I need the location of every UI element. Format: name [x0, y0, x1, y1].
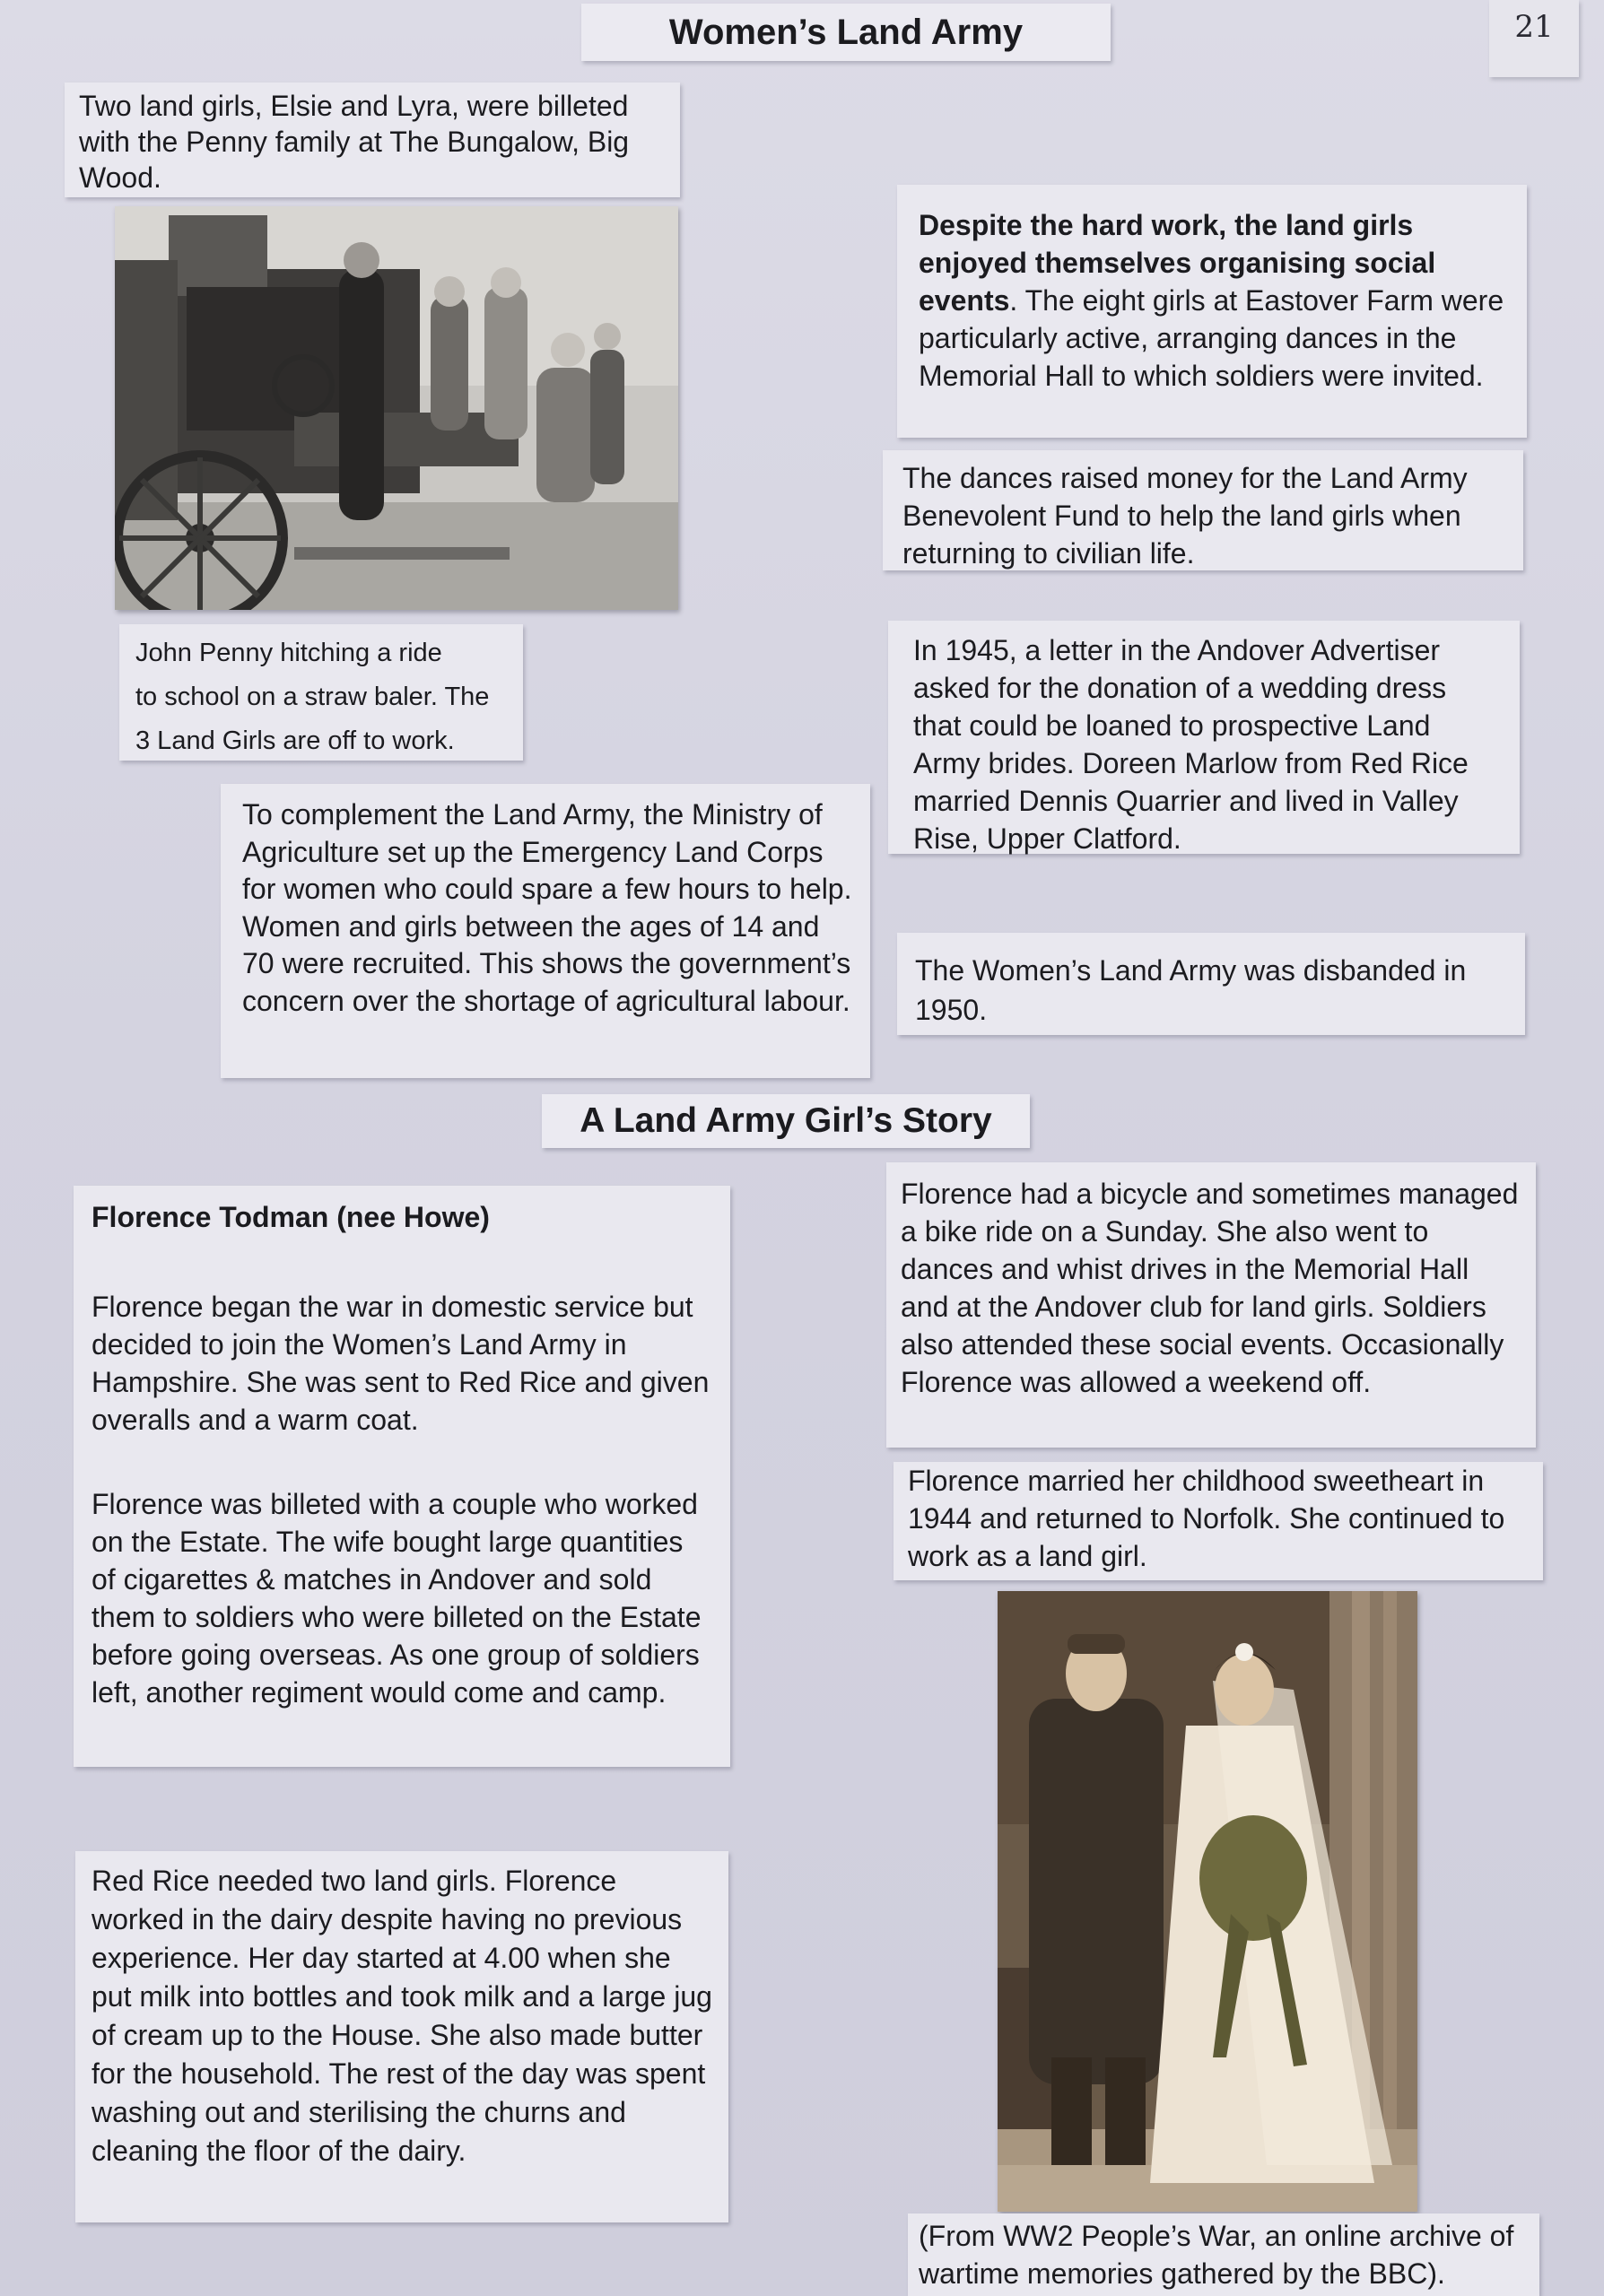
- clip-dances: [883, 450, 1523, 570]
- straw-baler-illustration: [115, 206, 678, 610]
- clip-dairy-text: Red Rice needed two land girls. Florence worked in the dairy despite having no previous experience. Her day started at 4.00 when she put milk into bottles and took milk and a large jug of cream up to the House. She also made butter for the household. The rest of the day was spent washing out and sterilising the churns and cleaning the floor of the dairy.: [92, 1865, 712, 2167]
- clip-wedding-dress-text: In 1945, a letter in the Andover Advertiser asked for the donation of a wedding dress that could be loaned to prospective Land Army brides. Doreen Marlow from Red Rice married Dennis Quarrier and lived in Valley Rise, Upper Clatford.: [913, 634, 1469, 855]
- clip-social-events-text: [919, 206, 1507, 395]
- section-title-girls-story: A Land Army Girl’s Story: [542, 1094, 1030, 1148]
- photo-straw-baler: [115, 206, 678, 610]
- clip-social-events: [897, 185, 1527, 438]
- clip-disbanded: [897, 933, 1525, 1035]
- clip-disbanded-text: The Women’s Land Army was disbanded in 1950.: [915, 954, 1467, 1026]
- wedding-illustration: [998, 1591, 1417, 2212]
- clip-wedding-dress: [888, 621, 1520, 854]
- clip-married-text: Florence married her childhood sweetheart in 1944 and returned to Norfolk. She continued to work as a land girl.: [908, 1465, 1505, 1572]
- page-number: 21: [1489, 0, 1579, 77]
- caption-line-2: to school on a straw baler. The: [135, 683, 490, 711]
- section-title-womens-land-army: Women’s Land Army: [581, 4, 1111, 61]
- florence-p1: Florence began the war in domestic service but decided to join the Women’s Land Army in Hampshire. She was sent to Red Rice and given overalls and a warm coat.: [92, 1291, 710, 1436]
- clip-married: [894, 1462, 1543, 1580]
- clip-land-corps: [221, 784, 870, 1078]
- clip-bicycle-text: Florence had a bicycle and sometimes managed a bike ride on a Sunday. She also went to dances and whist drives in the Memorial Hall and at the Andover club for land girls. Soldiers also attended these social events. Occasionally Florence was allowed a weekend off.: [901, 1178, 1519, 1398]
- clip-land-corps-text: To complement the Land Army, the Ministry of Agriculture set up the Emergency Land Corps for women who could spare a few hours to help. Women and girls between the ages of 14 and 70 were recruited. This shows the government’s concern over the shortage of agricultural labour.: [242, 798, 852, 1017]
- clip-billeted: [65, 83, 680, 197]
- clip-billeted-text: Two land girls, Elsie and Lyra, were billeted with the Penny family at The Bungalow, Big Wood.: [79, 90, 630, 194]
- caption-line-3: 3 Land Girls are off to work.: [135, 726, 455, 755]
- clip-dances-text: The dances raised money for the Land Army Benevolent Fund to help the land girls when returning to civilian life.: [902, 462, 1468, 570]
- clip-bicycle: [886, 1162, 1536, 1448]
- social-events-rest: . The eight girls at Eastover Farm were particularly active, arranging dances in the Memorial Hall to which soldiers were invited.: [919, 284, 1504, 392]
- clip-florence-profile: [74, 1186, 730, 1767]
- clip-source-text: (From WW2 People’s War, an online archive of wartime memories gathered by the BBC).: [919, 2220, 1514, 2290]
- caption-straw-baler: [119, 624, 523, 761]
- photo-wedding: [998, 1591, 1417, 2212]
- social-events-bold: Despite the hard work, the land girls enjoyed themselves organising social events: [919, 209, 1436, 317]
- florence-p2: Florence was billeted with a couple who worked on the Estate. The wife bought large quantities of cigarettes & matches in Andover and sold them to soldiers who were billeted on the Estate before going overseas. As one group of soldiers left, another regiment would come and camp.: [92, 1488, 702, 1709]
- clip-dairy: [75, 1851, 728, 2222]
- clip-source: [908, 2213, 1539, 2296]
- florence-name: Florence Todman (nee Howe): [92, 1201, 490, 1233]
- caption-line-1: John Penny hitching a ride: [135, 639, 442, 667]
